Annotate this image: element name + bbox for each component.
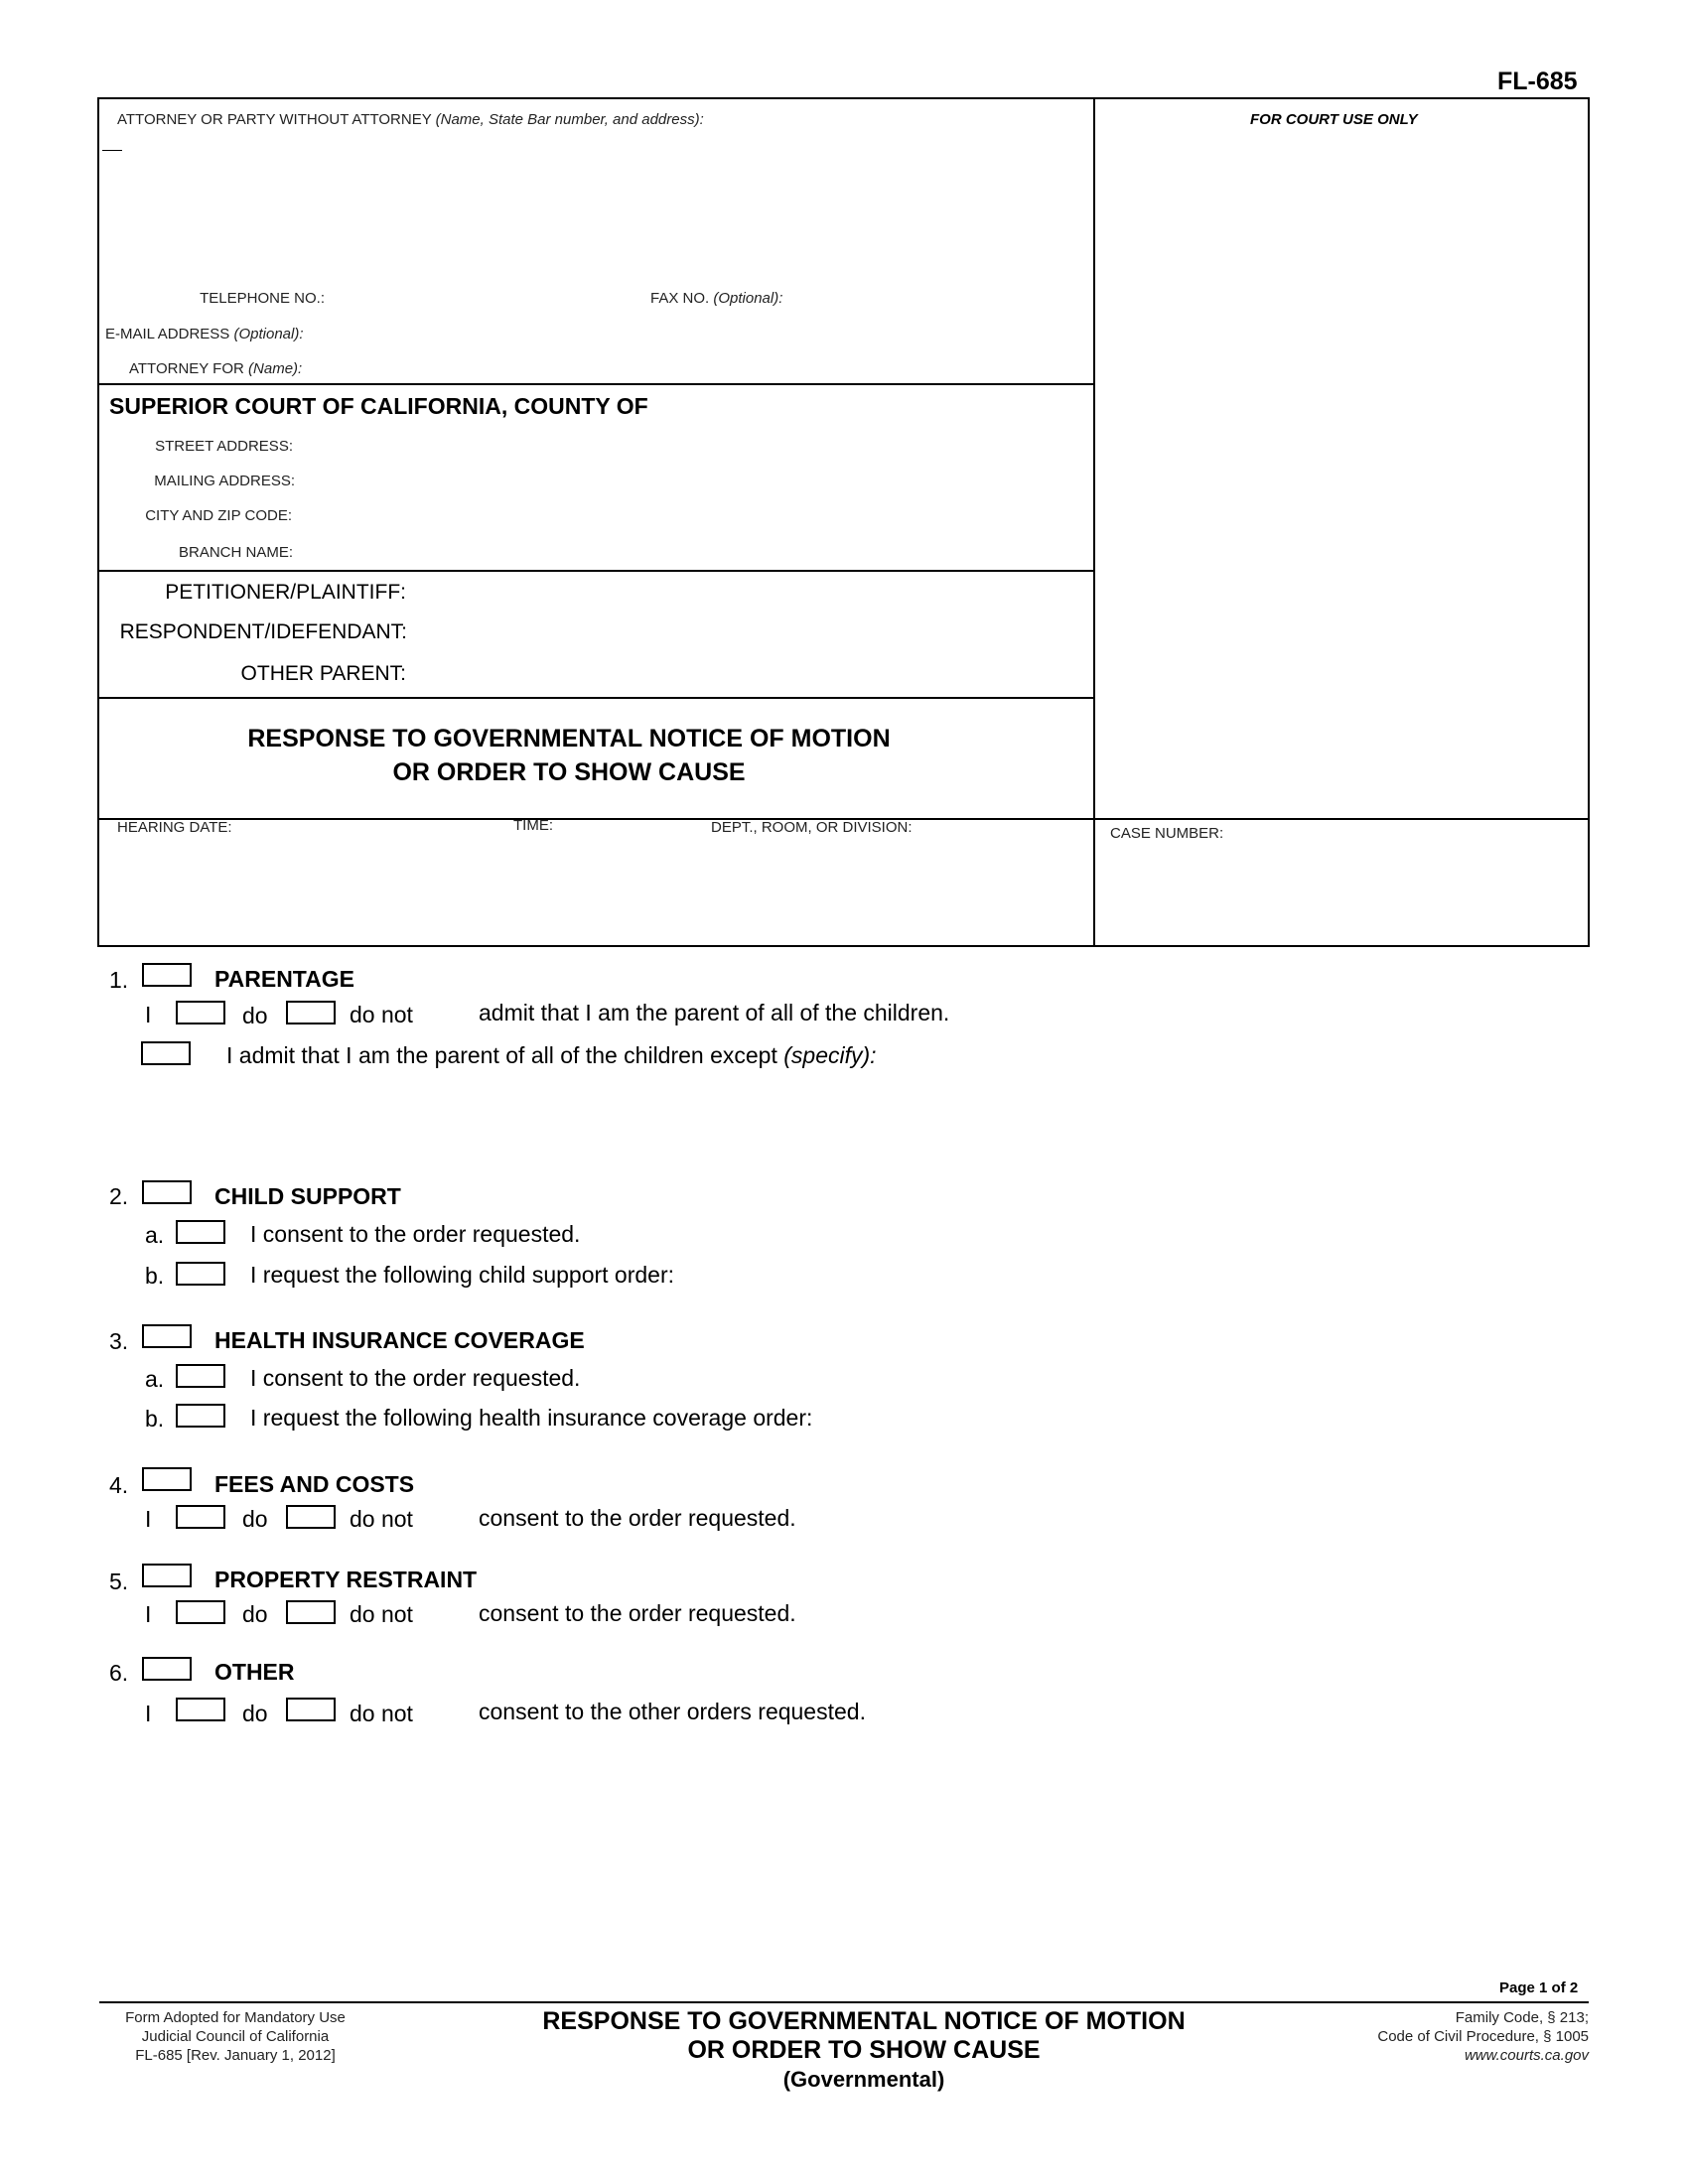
other-checkbox[interactable] [142, 1657, 192, 1681]
attorney-for-note: (Name): [248, 360, 303, 377]
health-insurance-a-text: I consent to the order requested. [250, 1365, 581, 1391]
telephone-label: TELEPHONE NO.: [200, 290, 325, 307]
health-insurance-b-text: I request the following health insurance coverage order: [250, 1405, 813, 1431]
health-insurance-a-checkbox[interactable] [176, 1364, 225, 1388]
other-do-label: do [242, 1701, 268, 1726]
attorney-for-label-row [129, 360, 302, 377]
property-restraint-do-checkbox[interactable] [176, 1600, 225, 1624]
city-zip-label: CITY AND ZIP CODE: [145, 507, 292, 524]
parentage-do-not-label: do not [350, 1002, 413, 1027]
attorney-section-divider [97, 383, 1094, 385]
form-title-line2: OR ORDER TO SHOW CAUSE [392, 758, 746, 786]
hearing-date-field[interactable] [109, 844, 496, 933]
footer-title [447, 2007, 1281, 2094]
mailing-address-field[interactable] [308, 469, 1072, 492]
health-insurance-b-checkbox[interactable] [176, 1404, 225, 1428]
footer-adopted-line2: Judicial Council of California [141, 2028, 330, 2045]
footer-title-line3: (Governmental) [782, 2067, 945, 2092]
mailing-address-label: MAILING ADDRESS: [154, 473, 295, 489]
parentage-except-note: (specify): [783, 1042, 877, 1068]
parentage-checkbox[interactable] [142, 963, 192, 987]
parties-section-divider [97, 697, 1094, 699]
item-number-3: 3. [109, 1328, 129, 1354]
fax-label: FAX NO. [650, 290, 710, 307]
court-name: SUPERIOR COURT OF CALIFORNIA, COUNTY OF [109, 393, 648, 419]
child-support-b-checkbox[interactable] [176, 1262, 225, 1286]
attorney-for-label: ATTORNEY FOR [129, 360, 244, 377]
fees-costs-i-label: I [145, 1506, 152, 1532]
time-label: TIME: [513, 817, 553, 834]
parentage-do-label: do [242, 1003, 268, 1028]
petitioner-field[interactable] [417, 578, 1072, 606]
parentage-statement: admit that I am the parent of all of the children. [479, 1000, 950, 1025]
item-number-5: 5. [109, 1569, 129, 1594]
street-address-field[interactable] [308, 434, 1072, 458]
item-number-6: 6. [109, 1660, 129, 1686]
footer-website-link[interactable]: www.courts.ca.gov [1464, 2047, 1589, 2064]
form-number: FL-685 [1497, 68, 1578, 95]
item-number-2: 2. [109, 1183, 129, 1209]
page-number: Page 1 of 2 [1499, 1979, 1579, 1996]
health-insurance-b-label: b. [145, 1406, 165, 1432]
property-restraint-do-not-checkbox[interactable] [286, 1600, 336, 1624]
parentage-heading: PARENTAGE [214, 966, 354, 992]
fees-costs-statement: consent to the order requested. [479, 1505, 796, 1531]
email-field[interactable] [334, 322, 1068, 345]
street-address-label: STREET ADDRESS: [155, 438, 293, 455]
attorney-label-row [117, 111, 704, 128]
fees-costs-do-not-label: do not [350, 1506, 413, 1532]
child-support-a-label: a. [145, 1222, 165, 1248]
case-number-field[interactable] [1107, 850, 1579, 935]
other-do-not-label: do not [350, 1701, 413, 1726]
court-section-divider [97, 570, 1094, 572]
telephone-field[interactable] [334, 286, 632, 310]
fax-field[interactable] [804, 286, 1072, 310]
parentage-except-text: I admit that I am the parent of all of the children except [226, 1042, 777, 1068]
child-support-checkbox[interactable] [142, 1180, 192, 1204]
respondent-label: RESPONDENT/IDEFENDANT: [119, 620, 407, 643]
property-restraint-i-label: I [145, 1601, 152, 1627]
city-zip-field[interactable] [308, 503, 1072, 527]
attorney-label: ATTORNEY OR PARTY WITHOUT ATTORNEY [117, 111, 432, 128]
county-field[interactable] [700, 393, 1072, 421]
petitioner-label: PETITIONER/PLAINTIFF: [165, 581, 406, 604]
item-number-4: 4. [109, 1472, 129, 1498]
property-restraint-statement: consent to the order requested. [479, 1600, 796, 1626]
footer-legal-refs [1271, 2008, 1589, 2065]
fees-costs-do-label: do [242, 1506, 268, 1532]
property-restraint-heading: PROPERTY RESTRAINT [214, 1567, 478, 1592]
email-note: (Optional): [233, 326, 304, 342]
item-number-1: 1. [109, 967, 129, 993]
child-support-a-text: I consent to the order requested. [250, 1221, 581, 1247]
health-insurance-heading: HEALTH INSURANCE COVERAGE [214, 1327, 585, 1353]
other-i-label: I [145, 1701, 152, 1726]
parentage-except-row [226, 1042, 877, 1069]
attorney-label-note: (Name, State Bar number, and address): [435, 111, 704, 128]
other-do-checkbox[interactable] [176, 1698, 225, 1721]
fees-costs-do-not-checkbox[interactable] [286, 1505, 336, 1529]
property-restraint-do-label: do [242, 1601, 268, 1627]
property-restraint-do-not-label: do not [350, 1601, 413, 1627]
parentage-do-not-checkbox[interactable] [286, 1001, 336, 1024]
footer-title-line1: RESPONSE TO GOVERNMENTAL NOTICE OF MOTION [542, 2007, 1186, 2035]
other-parent-label: OTHER PARENT: [240, 662, 406, 685]
footer-code-line2: Code of Civil Procedure, § 1005 [1377, 2028, 1589, 2045]
health-insurance-a-label: a. [145, 1366, 165, 1392]
footer-code-line1: Family Code, § 213; [1455, 2009, 1589, 2026]
time-field[interactable] [506, 844, 695, 933]
hearing-date-label: HEARING DATE: [117, 819, 232, 836]
court-use-only-label: FOR COURT USE ONLY [1250, 111, 1418, 128]
footer-adopted-line1: Form Adopted for Mandatory Use [125, 2009, 346, 2026]
attorney-for-field[interactable] [334, 356, 1068, 380]
form-title-line1: RESPONSE TO GOVERNMENTAL NOTICE OF MOTION [247, 725, 891, 752]
respondent-field[interactable] [417, 617, 1072, 645]
fax-note: (Optional): [713, 290, 783, 307]
footer-adoption-info [106, 2008, 364, 2065]
health-insurance-checkbox[interactable] [142, 1324, 192, 1348]
dept-field[interactable] [707, 844, 1079, 933]
email-label: E-MAIL ADDRESS [105, 326, 230, 342]
branch-name-label: BRANCH NAME: [178, 544, 293, 561]
form-title [76, 722, 1061, 789]
footer-adopted-line3: FL-685 [Rev. January 1, 2012] [135, 2047, 336, 2064]
attorney-field[interactable] [117, 139, 1070, 278]
other-statement: consent to the other orders requested. [479, 1699, 866, 1724]
fees-costs-checkbox[interactable] [142, 1467, 192, 1491]
other-heading: OTHER [214, 1659, 295, 1685]
parentage-except-field[interactable] [226, 1077, 1587, 1157]
other-do-not-checkbox[interactable] [286, 1698, 336, 1721]
child-support-a-checkbox[interactable] [176, 1220, 225, 1244]
child-support-b-label: b. [145, 1263, 165, 1289]
dept-label: DEPT., ROOM, OR DIVISION: [711, 819, 913, 836]
fax-label-row [650, 290, 782, 307]
other-parent-field[interactable] [417, 659, 1072, 687]
child-support-b-text: I request the following child support order: [250, 1262, 675, 1288]
branch-name-field[interactable] [308, 540, 1072, 564]
fees-costs-do-checkbox[interactable] [176, 1505, 225, 1529]
footer-title-line2: OR ORDER TO SHOW CAUSE [687, 2036, 1041, 2064]
footer-rule [99, 2001, 1589, 2003]
email-label-row [105, 326, 304, 342]
child-support-heading: CHILD SUPPORT [214, 1183, 401, 1209]
fees-costs-heading: FEES AND COSTS [214, 1471, 415, 1497]
case-number-label: CASE NUMBER: [1110, 825, 1224, 842]
parentage-i-label: I [145, 1002, 152, 1027]
parentage-except-checkbox[interactable] [141, 1041, 191, 1065]
property-restraint-checkbox[interactable] [142, 1564, 192, 1587]
parentage-do-checkbox[interactable] [176, 1001, 225, 1024]
